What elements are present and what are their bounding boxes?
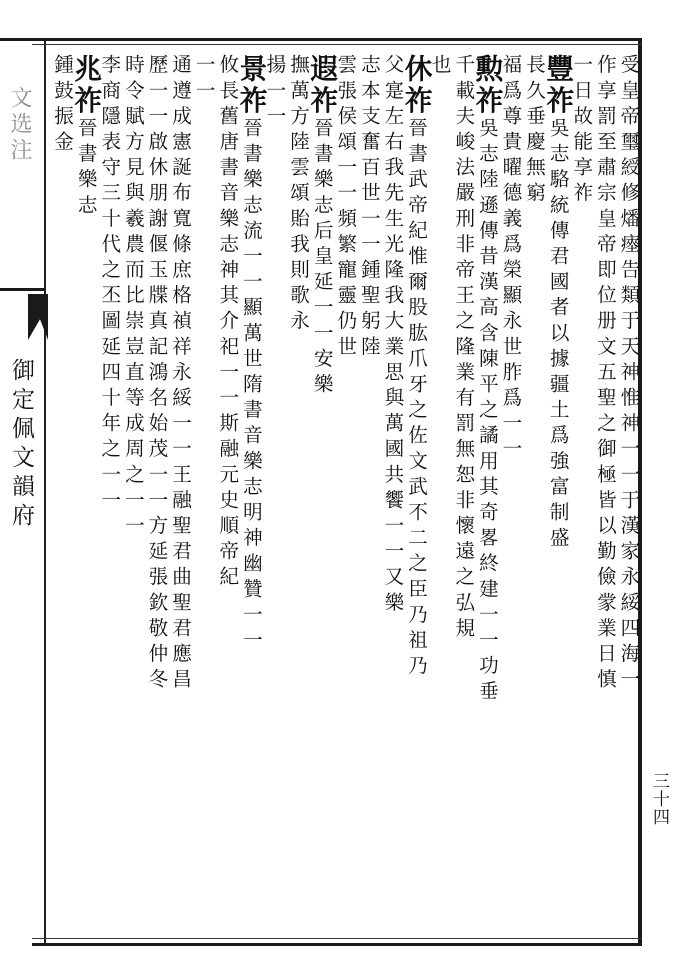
text-column: 一日故能享祚 (569, 54, 593, 208)
text-column (470, 54, 504, 934)
text-column: 一一 (192, 54, 216, 106)
text-column (541, 54, 575, 934)
entry-text: 晉書武帝紀惟爾股肱爪牙之佐文武不二之臣乃祖乃 (404, 117, 428, 681)
text-column: 歷一一啟休朋謝偃玉牒真記鴻名始茂一一方延張欽敬仲冬 (144, 54, 168, 694)
headword: 遐祚 (305, 54, 339, 118)
entry-text: 晉書樂志流一一顯萬世隋書音樂志明神幽贊一一 (239, 117, 263, 655)
margin-header: 文选注 (7, 86, 32, 164)
headword: 景祚 (234, 54, 268, 118)
text-column: 長久垂慶無窮 (522, 54, 546, 208)
text-column: 攸長舊唐書音樂志神其介祀一一斯融元史順帝紀 (215, 54, 239, 592)
text-column: 鍾鼓振金 (50, 54, 74, 157)
headword: 兆祚 (69, 54, 103, 118)
entry-text: 吳志陸遜傳昔漢高含陳平之譎用其奇畧終建一一功垂 (475, 117, 499, 707)
headword: 勲祚 (470, 54, 504, 118)
book-title: 御定佩文韻府 (8, 358, 34, 532)
headword: 休祚 (399, 54, 433, 118)
text-column (234, 54, 268, 934)
folio-number: 三十四 (649, 772, 669, 826)
text-column: 父寔左右我先生光隆我大業思與萬國共饗一一又樂 (380, 54, 404, 618)
entry-text: 晉書樂志 (74, 117, 98, 220)
entry-text: 晉書樂志后皇延一一安樂 (310, 117, 334, 399)
text-column: 志本支奮百世一一鍾聖躬陸 (357, 54, 381, 362)
text-column: 福爲尊貴曜德義爲榮顯永世胙爲一一 (498, 54, 522, 464)
text-column: 雲張侯頌一一頻繁寵靈仍世 (333, 54, 357, 362)
text-column: 千載夫峻法嚴刑非帝王之隆業有罰無恕非懷遠之弘規 (451, 54, 475, 643)
text-column (399, 54, 433, 934)
text-column: 時令賦方見與羲農而比崇豈直等成周之一一 (121, 54, 145, 541)
entry-text: 吳志駱統傳君國者以據疆土爲強富制盛 (546, 117, 570, 553)
text-column: 通遵成憲誕布寬條庶格禎祥永綏一一王融聖君曲聖君應昌 (168, 54, 192, 694)
headword: 豐祚 (541, 54, 575, 118)
text-column: 揚一一 (262, 54, 286, 131)
text-column: 李商隱表守三十代之丕圖延四十年之一一 (97, 54, 121, 515)
text-column: 也 (428, 54, 452, 80)
text-column: 受皇帝璽綬修燔瘞告類于天神惟神一一于漢家永綏四海一 (616, 54, 640, 694)
text-column: 撫萬方陸雲頌貽我則歌永 (286, 54, 310, 336)
frame-rule-top (32, 44, 642, 45)
text-column (69, 54, 103, 934)
text-column (305, 54, 339, 934)
frame-rule-bottom (32, 938, 642, 939)
text-column: 作享罰至肅宗皇帝即位册文五聖之御極皆以勤儉䝉業日慎 (593, 54, 617, 694)
